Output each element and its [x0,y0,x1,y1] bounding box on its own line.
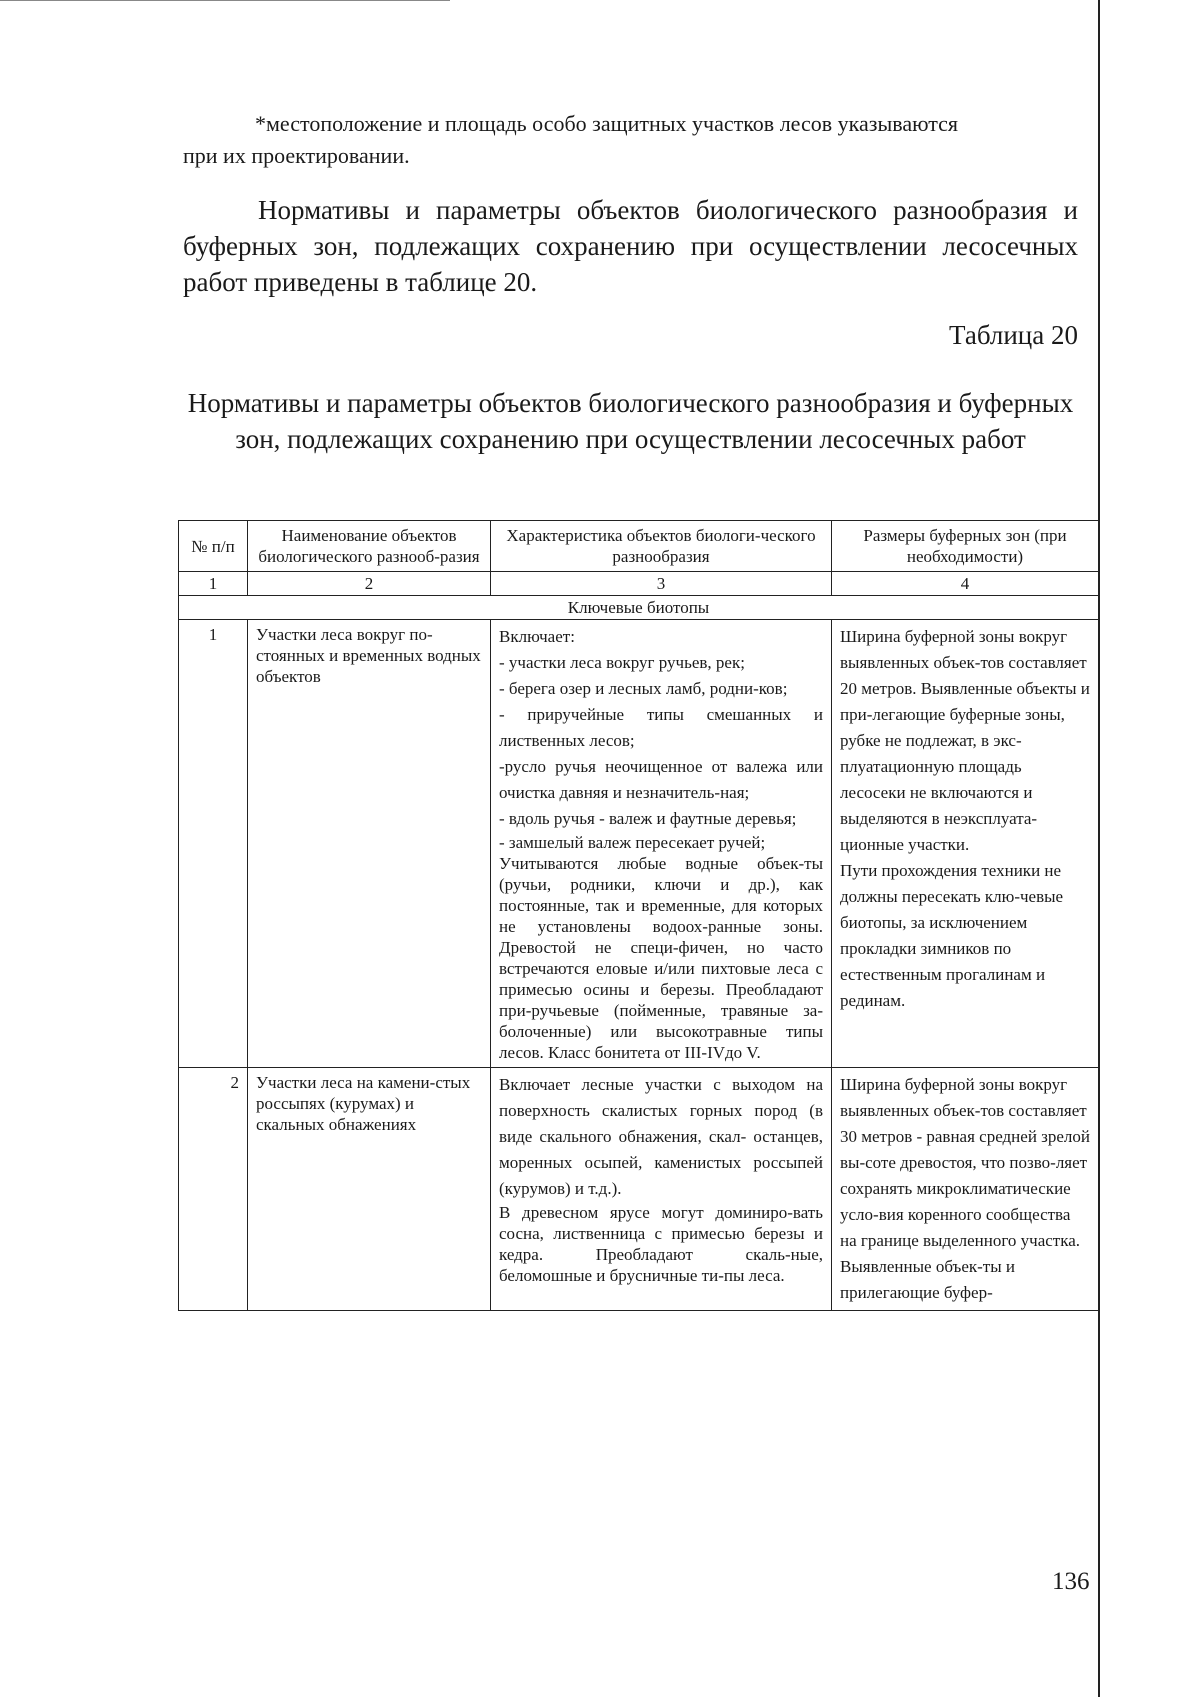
characteristic-line: Включает: [499,627,575,646]
column-number-row [179,572,1099,596]
header-buffer: Размеры буферных зон (при необходимости) [832,521,1099,572]
characteristic-line: Включает лесные участки с выходом на поверхность скалистых горных пород (в виде скального обнажения, скал- останцев, моренных осыпей, каменистых россыпей (курумов) и т.д.). [499,1075,823,1198]
object-name: Участки леса вокруг по-стоянных и временных водных объектов [248,620,491,1068]
column-number-3: 3 [491,572,832,596]
characteristic-line: Учитываются любые водные объек-ты (ручьи, родники, ключи и др.), как постоянные, так и временные, для которых не установлены водоох-ранные зоны. Древостой не специ-фичен, но часто встречаются еловые и/или пихтовые леса с примесью осины и березы. Преобладают при-ручьевые (пойменные, травяные за-болоченные) или высокотравные типы лесов. Класс бонитета от III-IVдо V. [499,854,823,1062]
column-number-1: 1 [179,572,248,596]
characteristic-line: - вдоль ручья - валеж и фаутные деревья; [499,809,797,828]
header-number: № п/п [179,521,248,572]
characteristic-line: - участки леса вокруг ручьев, рек; [499,653,745,672]
column-number-2: 2 [248,572,491,596]
header-name: Наименование объектов биологического разнооб-разия [248,521,491,572]
intro-paragraph: Нормативы и параметры объектов биологического разнообразия и буферных зон, подлежащих сохранению при осуществлении лесосечных работ приведены в таблице 20. [183,195,1078,297]
characteristic-line: - замшелый валеж пересекает ручей; [499,833,766,852]
table-row [179,620,1099,1068]
footnote [183,108,1078,172]
buffer-text: Ширина буферной зоны вокруг выявленных объек-тов составляет 20 метров. Выявленные объекты и при-легающие буферные зоны, рубке не подлежат, в экс-плуатационную площадь лесосеки не включаются и выделяются в неэксплуата-ционные участки. [840,627,1090,854]
section-title: Ключевые биотопы [179,596,1099,620]
characteristic-line: В древесном ярусе могут доминиро-вать сосна, лиственница с примесью березы и кедра. Преобладают скаль-ные, беломошные и брусничные ти-пы леса. [499,1203,823,1285]
object-name: Участки леса на камени-стых россыпях (курумах) и скальных обнажениях [248,1068,491,1311]
table-title: Нормативы и параметры объектов биологического разнообразия и буферных зон, подлежащих сохранению при осуществлении лесосечных работ [187,388,1074,454]
table-row [179,1068,1099,1311]
table-label: Таблица 20 [949,320,1078,350]
column-number-4: 4 [832,572,1099,596]
header-characteristics: Характеристика объектов биологи-ческого разнообразия [491,521,832,572]
buffer-text: Пути прохождения техники не должны пересекать клю-чевые биотопы, за исключением прокладки зимников по естественным прогалинам и рединам. [840,861,1064,1010]
row-number: 1 [179,620,248,1068]
buffer-size [832,1068,1099,1311]
biodiversity-table [178,520,1099,1311]
characteristic-line: - берега озер и лесных ламб, родни-ков; [499,679,788,698]
page-number: 136 [1052,1568,1090,1595]
footnote-line-2: при их проектировании. [183,143,410,168]
object-characteristics [491,1068,832,1311]
object-characteristics [491,620,832,1068]
row-number: 2 [179,1068,248,1311]
characteristic-line: -русло ручья неочищенное от валежа или очистка давняя и незначитель-ная; [499,757,823,802]
buffer-text: Ширина буферной зоны вокруг выявленных объек-тов составляет 30 метров - равная средней зрелой вы-соте древостоя, что позво-ляет сохранять микроклиматические усло-вия коренного сообщества на границе выделенного участка. Выявленные объек-ты и прилегающие буфер- [840,1075,1091,1302]
characteristic-line: - приручейные типы смешанных и лиственных лесов; [499,705,823,750]
table-header-row [179,521,1099,572]
section-row [179,596,1099,620]
scan-edge-top [0,0,450,1]
footnote-line-1: *местоположение и площадь особо защитных участков лесов указываются [255,111,959,136]
buffer-size [832,620,1099,1068]
